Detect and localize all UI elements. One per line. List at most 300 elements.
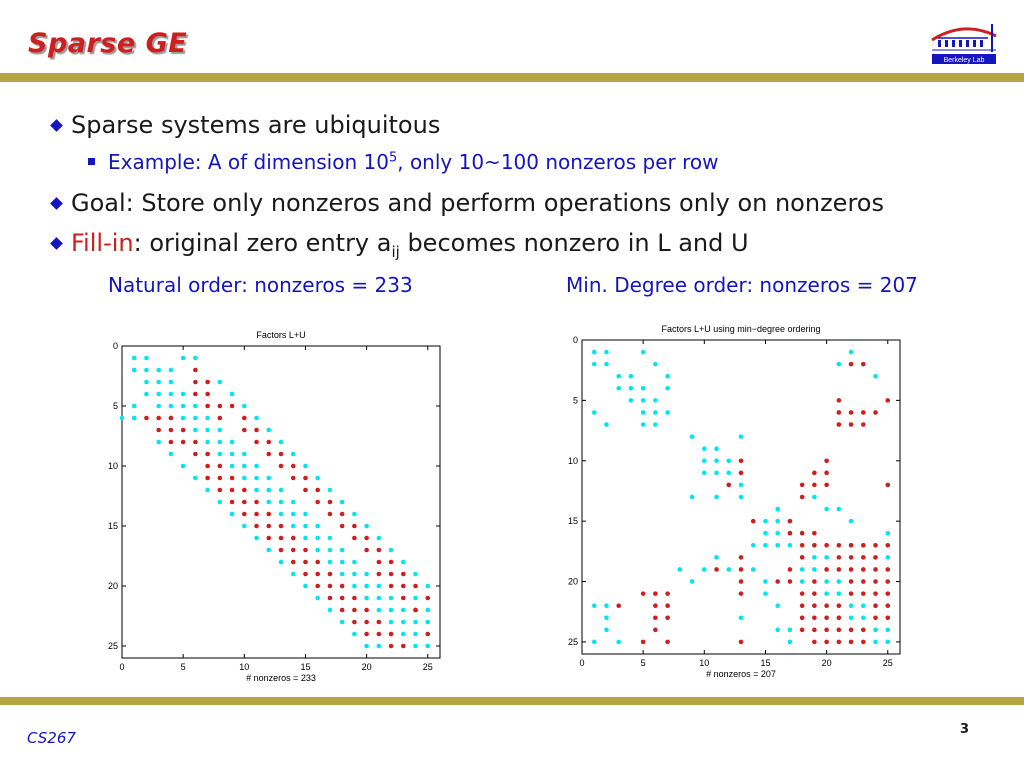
original-nonzero-point	[604, 350, 609, 355]
fill-in-nonzero-point	[873, 615, 878, 620]
slide-title: Sparse GE	[28, 28, 188, 59]
fill-in-nonzero-point	[266, 512, 271, 517]
fill-in-nonzero-point	[616, 603, 621, 608]
original-nonzero-point	[837, 507, 842, 512]
x-axis-label: # nonzeros = 233	[246, 673, 316, 683]
fill-in-nonzero-point	[291, 560, 296, 565]
fill-in-nonzero-point	[824, 543, 829, 548]
fill-in-nonzero-point	[885, 567, 890, 572]
fill-in-nonzero-point	[800, 483, 805, 488]
original-nonzero-point	[169, 452, 174, 457]
original-nonzero-point	[739, 495, 744, 500]
fill-in-nonzero-point	[849, 567, 854, 572]
original-nonzero-point	[788, 628, 793, 633]
original-nonzero-point	[328, 548, 333, 553]
original-nonzero-point	[328, 560, 333, 565]
fill-in-nonzero-point	[812, 471, 817, 476]
fill-in-nonzero-point	[800, 591, 805, 596]
fill-in-nonzero-point	[873, 591, 878, 596]
fill-in-nonzero-point	[885, 603, 890, 608]
fill-in-nonzero-point	[837, 567, 842, 572]
original-nonzero-point	[413, 632, 418, 637]
fill-in-nonzero-point	[401, 596, 406, 601]
original-nonzero-point	[775, 543, 780, 548]
fill-in-nonzero-point	[800, 531, 805, 536]
original-nonzero-point	[788, 640, 793, 645]
original-nonzero-point	[641, 350, 646, 355]
fill-in-nonzero-point	[364, 632, 369, 637]
original-nonzero-point	[364, 572, 369, 577]
original-nonzero-point	[726, 458, 731, 463]
fill-in-nonzero-point	[389, 560, 394, 565]
fill-in-nonzero-point	[303, 488, 308, 493]
fill-in-nonzero-point	[315, 572, 320, 577]
original-nonzero-point	[641, 422, 646, 427]
fill-in-nonzero-point	[291, 476, 296, 481]
fill-in-nonzero-point	[377, 632, 382, 637]
original-nonzero-point	[604, 628, 609, 633]
y-tick-label: 20	[107, 581, 118, 591]
fill-in-nonzero-point	[401, 644, 406, 649]
original-nonzero-point	[714, 446, 719, 451]
fill-in-nonzero-point	[849, 362, 854, 367]
fill-in-nonzero-point	[315, 560, 320, 565]
fill-in-nonzero-point	[279, 464, 284, 469]
original-nonzero-point	[266, 428, 271, 433]
fill-in-nonzero-point	[218, 476, 223, 481]
footer-divider	[0, 697, 1024, 705]
fill-in-nonzero-point	[364, 620, 369, 625]
fill-in-nonzero-point	[266, 524, 271, 529]
original-nonzero-point	[763, 543, 768, 548]
berkeley-lab-logo	[928, 18, 1000, 66]
fill-in-nonzero-point	[266, 452, 271, 457]
fill-in-nonzero-point	[328, 512, 333, 517]
original-nonzero-point	[132, 356, 137, 361]
fill-in-nonzero-point	[861, 579, 866, 584]
fill-in-nonzero-point	[364, 548, 369, 553]
fill-in-nonzero-point	[169, 440, 174, 445]
fill-in-nonzero-point	[303, 476, 308, 481]
original-nonzero-point	[714, 471, 719, 476]
fill-in-nonzero-point	[837, 603, 842, 608]
original-nonzero-point	[242, 452, 247, 457]
original-nonzero-point	[413, 620, 418, 625]
fill-in-nonzero-point	[812, 640, 817, 645]
original-nonzero-point	[849, 350, 854, 355]
fill-in-nonzero-point	[242, 416, 247, 421]
original-nonzero-point	[425, 584, 430, 589]
fill-in-nonzero-point	[800, 628, 805, 633]
original-nonzero-point	[425, 644, 430, 649]
original-nonzero-point	[726, 567, 731, 572]
original-nonzero-point	[181, 356, 186, 361]
original-nonzero-point	[364, 584, 369, 589]
fill-in-nonzero-point	[205, 452, 210, 457]
original-nonzero-point	[169, 368, 174, 373]
original-nonzero-point	[837, 579, 842, 584]
fill-in-nonzero-point	[340, 584, 345, 589]
fill-in-nonzero-point	[812, 603, 817, 608]
fill-in-nonzero-point	[328, 584, 333, 589]
original-nonzero-point	[340, 560, 345, 565]
fill-in-nonzero-point	[775, 579, 780, 584]
original-nonzero-point	[629, 398, 634, 403]
original-nonzero-point	[205, 428, 210, 433]
fill-in-nonzero-point	[352, 524, 357, 529]
original-nonzero-point	[352, 632, 357, 637]
fill-in-nonzero-point	[800, 555, 805, 560]
original-nonzero-point	[181, 464, 186, 469]
fill-in-nonzero-point	[739, 458, 744, 463]
original-nonzero-point	[230, 452, 235, 457]
original-nonzero-point	[425, 620, 430, 625]
fill-in-nonzero-point	[205, 476, 210, 481]
original-nonzero-point	[885, 628, 890, 633]
fill-in-nonzero-point	[849, 628, 854, 633]
original-nonzero-point	[291, 572, 296, 577]
original-nonzero-point	[266, 488, 271, 493]
original-nonzero-point	[303, 464, 308, 469]
x-tick-label: 20	[821, 658, 832, 668]
original-nonzero-point	[389, 548, 394, 553]
original-nonzero-point	[315, 524, 320, 529]
original-nonzero-point	[242, 524, 247, 529]
fill-in-nonzero-point	[230, 500, 235, 505]
fill-in-nonzero-point	[861, 591, 866, 596]
fill-in-nonzero-point	[181, 440, 186, 445]
fill-in-nonzero-point	[413, 608, 418, 613]
original-nonzero-point	[849, 615, 854, 620]
fill-in-nonzero-point	[218, 488, 223, 493]
y-tick-label: 25	[107, 641, 118, 651]
fill-in-nonzero-point	[193, 392, 198, 397]
sub-bullet-1-prefix: Example: A of dimension 10	[108, 150, 389, 174]
fill-in-nonzero-point	[849, 410, 854, 415]
original-nonzero-point	[181, 404, 186, 409]
fill-in-nonzero-point	[837, 543, 842, 548]
original-nonzero-point	[592, 410, 597, 415]
fill-in-nonzero-point	[328, 572, 333, 577]
original-nonzero-point	[665, 374, 670, 379]
original-nonzero-point	[653, 398, 658, 403]
fill-in-nonzero-point	[641, 640, 646, 645]
fill-in-nonzero-point	[800, 615, 805, 620]
original-nonzero-point	[849, 519, 854, 524]
fill-in-nonzero-point	[788, 579, 793, 584]
original-nonzero-point	[641, 386, 646, 391]
original-nonzero-point	[873, 628, 878, 633]
original-nonzero-point	[352, 560, 357, 565]
fill-in-nonzero-point	[389, 584, 394, 589]
original-nonzero-point	[389, 608, 394, 613]
original-nonzero-point	[401, 608, 406, 613]
original-nonzero-point	[702, 458, 707, 463]
original-nonzero-point	[254, 536, 259, 541]
fill-in-nonzero-point	[230, 476, 235, 481]
sub-bullet-square-icon	[88, 158, 95, 165]
original-nonzero-point	[205, 440, 210, 445]
original-nonzero-point	[328, 536, 333, 541]
original-nonzero-point	[592, 362, 597, 367]
page-number: 3	[960, 722, 970, 737]
fill-in-nonzero-point	[303, 572, 308, 577]
bullet-diamond-icon	[50, 119, 63, 132]
fill-in-nonzero-point	[156, 428, 161, 433]
fill-in-nonzero-point	[315, 500, 320, 505]
original-nonzero-point	[218, 440, 223, 445]
x-tick-label: 5	[180, 662, 186, 672]
original-nonzero-point	[401, 632, 406, 637]
fill-in-nonzero-point	[861, 640, 866, 645]
original-nonzero-point	[616, 386, 621, 391]
original-nonzero-point	[279, 440, 284, 445]
original-nonzero-point	[837, 362, 842, 367]
fill-in-nonzero-point	[193, 368, 198, 373]
original-nonzero-point	[751, 567, 756, 572]
original-nonzero-point	[824, 579, 829, 584]
fill-in-nonzero-point	[364, 608, 369, 613]
original-nonzero-point	[629, 374, 634, 379]
fill-in-nonzero-point	[812, 543, 817, 548]
original-nonzero-point	[279, 500, 284, 505]
original-nonzero-point	[389, 620, 394, 625]
fill-in-nonzero-point	[340, 524, 345, 529]
x-tick-label: 10	[699, 658, 710, 668]
fill-in-nonzero-point	[812, 591, 817, 596]
fill-in-nonzero-point	[812, 628, 817, 633]
original-nonzero-point	[377, 608, 382, 613]
fill-in-nonzero-point	[254, 500, 259, 505]
fill-in-nonzero-point	[315, 584, 320, 589]
fill-in-nonzero-point	[873, 567, 878, 572]
sub-bullet-1-suffix: , only 10~100 nonzeros per row	[397, 150, 719, 174]
fill-in-nonzero-point	[169, 428, 174, 433]
fill-in-nonzero-point	[739, 555, 744, 560]
fill-in-nonzero-point	[193, 440, 198, 445]
original-nonzero-point	[169, 380, 174, 385]
x-tick-label: 20	[361, 662, 372, 672]
fill-in-nonzero-point	[242, 512, 247, 517]
y-tick-label: 15	[567, 516, 578, 527]
original-nonzero-point	[156, 404, 161, 409]
original-nonzero-point	[279, 560, 284, 565]
original-nonzero-point	[413, 644, 418, 649]
fill-in-nonzero-point	[328, 500, 333, 505]
fill-in-nonzero-point	[315, 488, 320, 493]
fill-in-nonzero-point	[218, 464, 223, 469]
x-tick-label: 0	[119, 662, 125, 672]
original-nonzero-point	[702, 446, 707, 451]
fill-in-nonzero-point	[413, 584, 418, 589]
original-nonzero-point	[156, 440, 161, 445]
original-nonzero-point	[144, 380, 149, 385]
fill-in-nonzero-point	[837, 555, 842, 560]
fill-in-nonzero-point	[279, 524, 284, 529]
original-nonzero-point	[775, 628, 780, 633]
fill-in-nonzero-point	[837, 615, 842, 620]
y-tick-label: 5	[572, 395, 578, 406]
fill-in-nonzero-point	[364, 536, 369, 541]
bullet-1: Sparse systems are ubiquitous	[71, 111, 441, 139]
fill-in-nonzero-point	[377, 620, 382, 625]
original-nonzero-point	[303, 584, 308, 589]
original-nonzero-point	[193, 428, 198, 433]
original-nonzero-point	[775, 603, 780, 608]
original-nonzero-point	[812, 567, 817, 572]
fill-in-nonzero-point	[653, 628, 658, 633]
bullet-3	[71, 229, 749, 261]
fill-in-nonzero-point	[218, 404, 223, 409]
original-nonzero-point	[775, 507, 780, 512]
fill-in-nonzero-point	[169, 416, 174, 421]
fill-in-nonzero-point	[205, 380, 210, 385]
fill-in-nonzero-point	[665, 603, 670, 608]
original-nonzero-point	[739, 434, 744, 439]
original-nonzero-point	[739, 483, 744, 488]
fill-in-nonzero-point	[861, 628, 866, 633]
original-nonzero-point	[861, 615, 866, 620]
fill-in-nonzero-point	[377, 560, 382, 565]
fill-in-nonzero-point	[303, 548, 308, 553]
original-nonzero-point	[254, 416, 259, 421]
y-tick-label: 5	[112, 401, 118, 411]
fill-in-nonzero-point	[205, 392, 210, 397]
original-nonzero-point	[425, 608, 430, 613]
fill-in-nonzero-point	[739, 591, 744, 596]
sub-bullet-1	[108, 150, 719, 174]
fill-in-nonzero-point	[885, 591, 890, 596]
bullet-3-subscript: ij	[391, 242, 400, 261]
original-nonzero-point	[714, 555, 719, 560]
original-nonzero-point	[352, 572, 357, 577]
plot-title: Factors L+U using min−degree ordering	[661, 324, 821, 334]
original-nonzero-point	[763, 579, 768, 584]
original-nonzero-point	[340, 620, 345, 625]
fill-in-nonzero-point	[340, 596, 345, 601]
original-nonzero-point	[377, 596, 382, 601]
original-nonzero-point	[169, 392, 174, 397]
fill-in-nonzero-point	[641, 591, 646, 596]
original-nonzero-point	[156, 380, 161, 385]
original-nonzero-point	[824, 507, 829, 512]
y-tick-label: 0	[112, 341, 118, 351]
fill-in-nonzero-point	[812, 483, 817, 488]
fill-in-nonzero-point	[837, 628, 842, 633]
original-nonzero-point	[266, 548, 271, 553]
fill-in-nonzero-point	[751, 519, 756, 524]
original-nonzero-point	[702, 471, 707, 476]
original-nonzero-point	[230, 512, 235, 517]
original-nonzero-point	[303, 512, 308, 517]
fill-in-nonzero-point	[885, 398, 890, 403]
original-nonzero-point	[401, 560, 406, 565]
original-nonzero-point	[751, 543, 756, 548]
original-nonzero-point	[714, 458, 719, 463]
fill-in-nonzero-point	[873, 603, 878, 608]
fill-in-nonzero-point	[873, 410, 878, 415]
original-nonzero-point	[690, 495, 695, 500]
original-nonzero-point	[714, 495, 719, 500]
fill-in-nonzero-point	[181, 428, 186, 433]
original-nonzero-point	[218, 380, 223, 385]
x-tick-label: 0	[579, 658, 585, 668]
fill-in-nonzero-point	[205, 404, 210, 409]
original-nonzero-point	[242, 476, 247, 481]
fill-in-nonzero-point	[837, 398, 842, 403]
original-nonzero-point	[340, 500, 345, 505]
fill-in-nonzero-point	[279, 452, 284, 457]
fill-in-nonzero-point	[739, 567, 744, 572]
original-nonzero-point	[254, 464, 259, 469]
original-nonzero-point	[665, 386, 670, 391]
fill-in-nonzero-point	[242, 488, 247, 493]
original-nonzero-point	[377, 584, 382, 589]
fill-in-nonzero-point	[861, 410, 866, 415]
bullet-3-mid: : original zero entry a	[133, 229, 392, 257]
plot-title: Factors L+U	[256, 330, 306, 340]
fill-in-nonzero-point	[218, 416, 223, 421]
original-nonzero-point	[218, 452, 223, 457]
fill-in-nonzero-point	[242, 428, 247, 433]
fill-in-nonzero-point	[254, 428, 259, 433]
fill-in-nonzero-point	[885, 615, 890, 620]
original-nonzero-point	[181, 416, 186, 421]
fill-in-nonzero-point	[340, 512, 345, 517]
original-nonzero-point	[205, 488, 210, 493]
original-nonzero-point	[885, 531, 890, 536]
fill-in-nonzero-point	[279, 536, 284, 541]
fill-in-nonzero-point	[401, 584, 406, 589]
fill-in-nonzero-point	[352, 536, 357, 541]
fill-in-nonzero-point	[425, 632, 430, 637]
original-nonzero-point	[775, 531, 780, 536]
original-nonzero-point	[690, 434, 695, 439]
fill-in-nonzero-point	[849, 555, 854, 560]
fill-in-nonzero-point	[389, 644, 394, 649]
fill-in-nonzero-point	[193, 452, 198, 457]
logo-text: Berkeley Lab	[943, 57, 985, 64]
original-nonzero-point	[377, 644, 382, 649]
fill-in-nonzero-point	[653, 615, 658, 620]
original-nonzero-point	[254, 476, 259, 481]
bullet-diamond-icon	[50, 237, 63, 250]
original-nonzero-point	[837, 591, 842, 596]
original-nonzero-point	[812, 495, 817, 500]
fill-in-nonzero-point	[340, 608, 345, 613]
caption-min-degree-order: Min. Degree order: nonzeros = 207	[566, 273, 918, 297]
fill-in-nonzero-point	[352, 596, 357, 601]
fill-in-nonzero-point	[254, 524, 259, 529]
fill-in-nonzero-point	[837, 410, 842, 415]
fill-in-nonzero-point	[885, 483, 890, 488]
fill-in-nonzero-point	[242, 500, 247, 505]
fill-in-nonzero-point	[401, 572, 406, 577]
original-nonzero-point	[193, 416, 198, 421]
original-nonzero-point	[132, 404, 137, 409]
original-nonzero-point	[653, 410, 658, 415]
fill-in-nonzero-point	[389, 632, 394, 637]
original-nonzero-point	[726, 471, 731, 476]
original-nonzero-point	[193, 404, 198, 409]
fill-in-nonzero-point	[873, 543, 878, 548]
fill-in-nonzero-point	[726, 483, 731, 488]
original-nonzero-point	[629, 386, 634, 391]
original-nonzero-point	[156, 368, 161, 373]
original-nonzero-point	[181, 392, 186, 397]
original-nonzero-point	[230, 440, 235, 445]
original-nonzero-point	[763, 591, 768, 596]
